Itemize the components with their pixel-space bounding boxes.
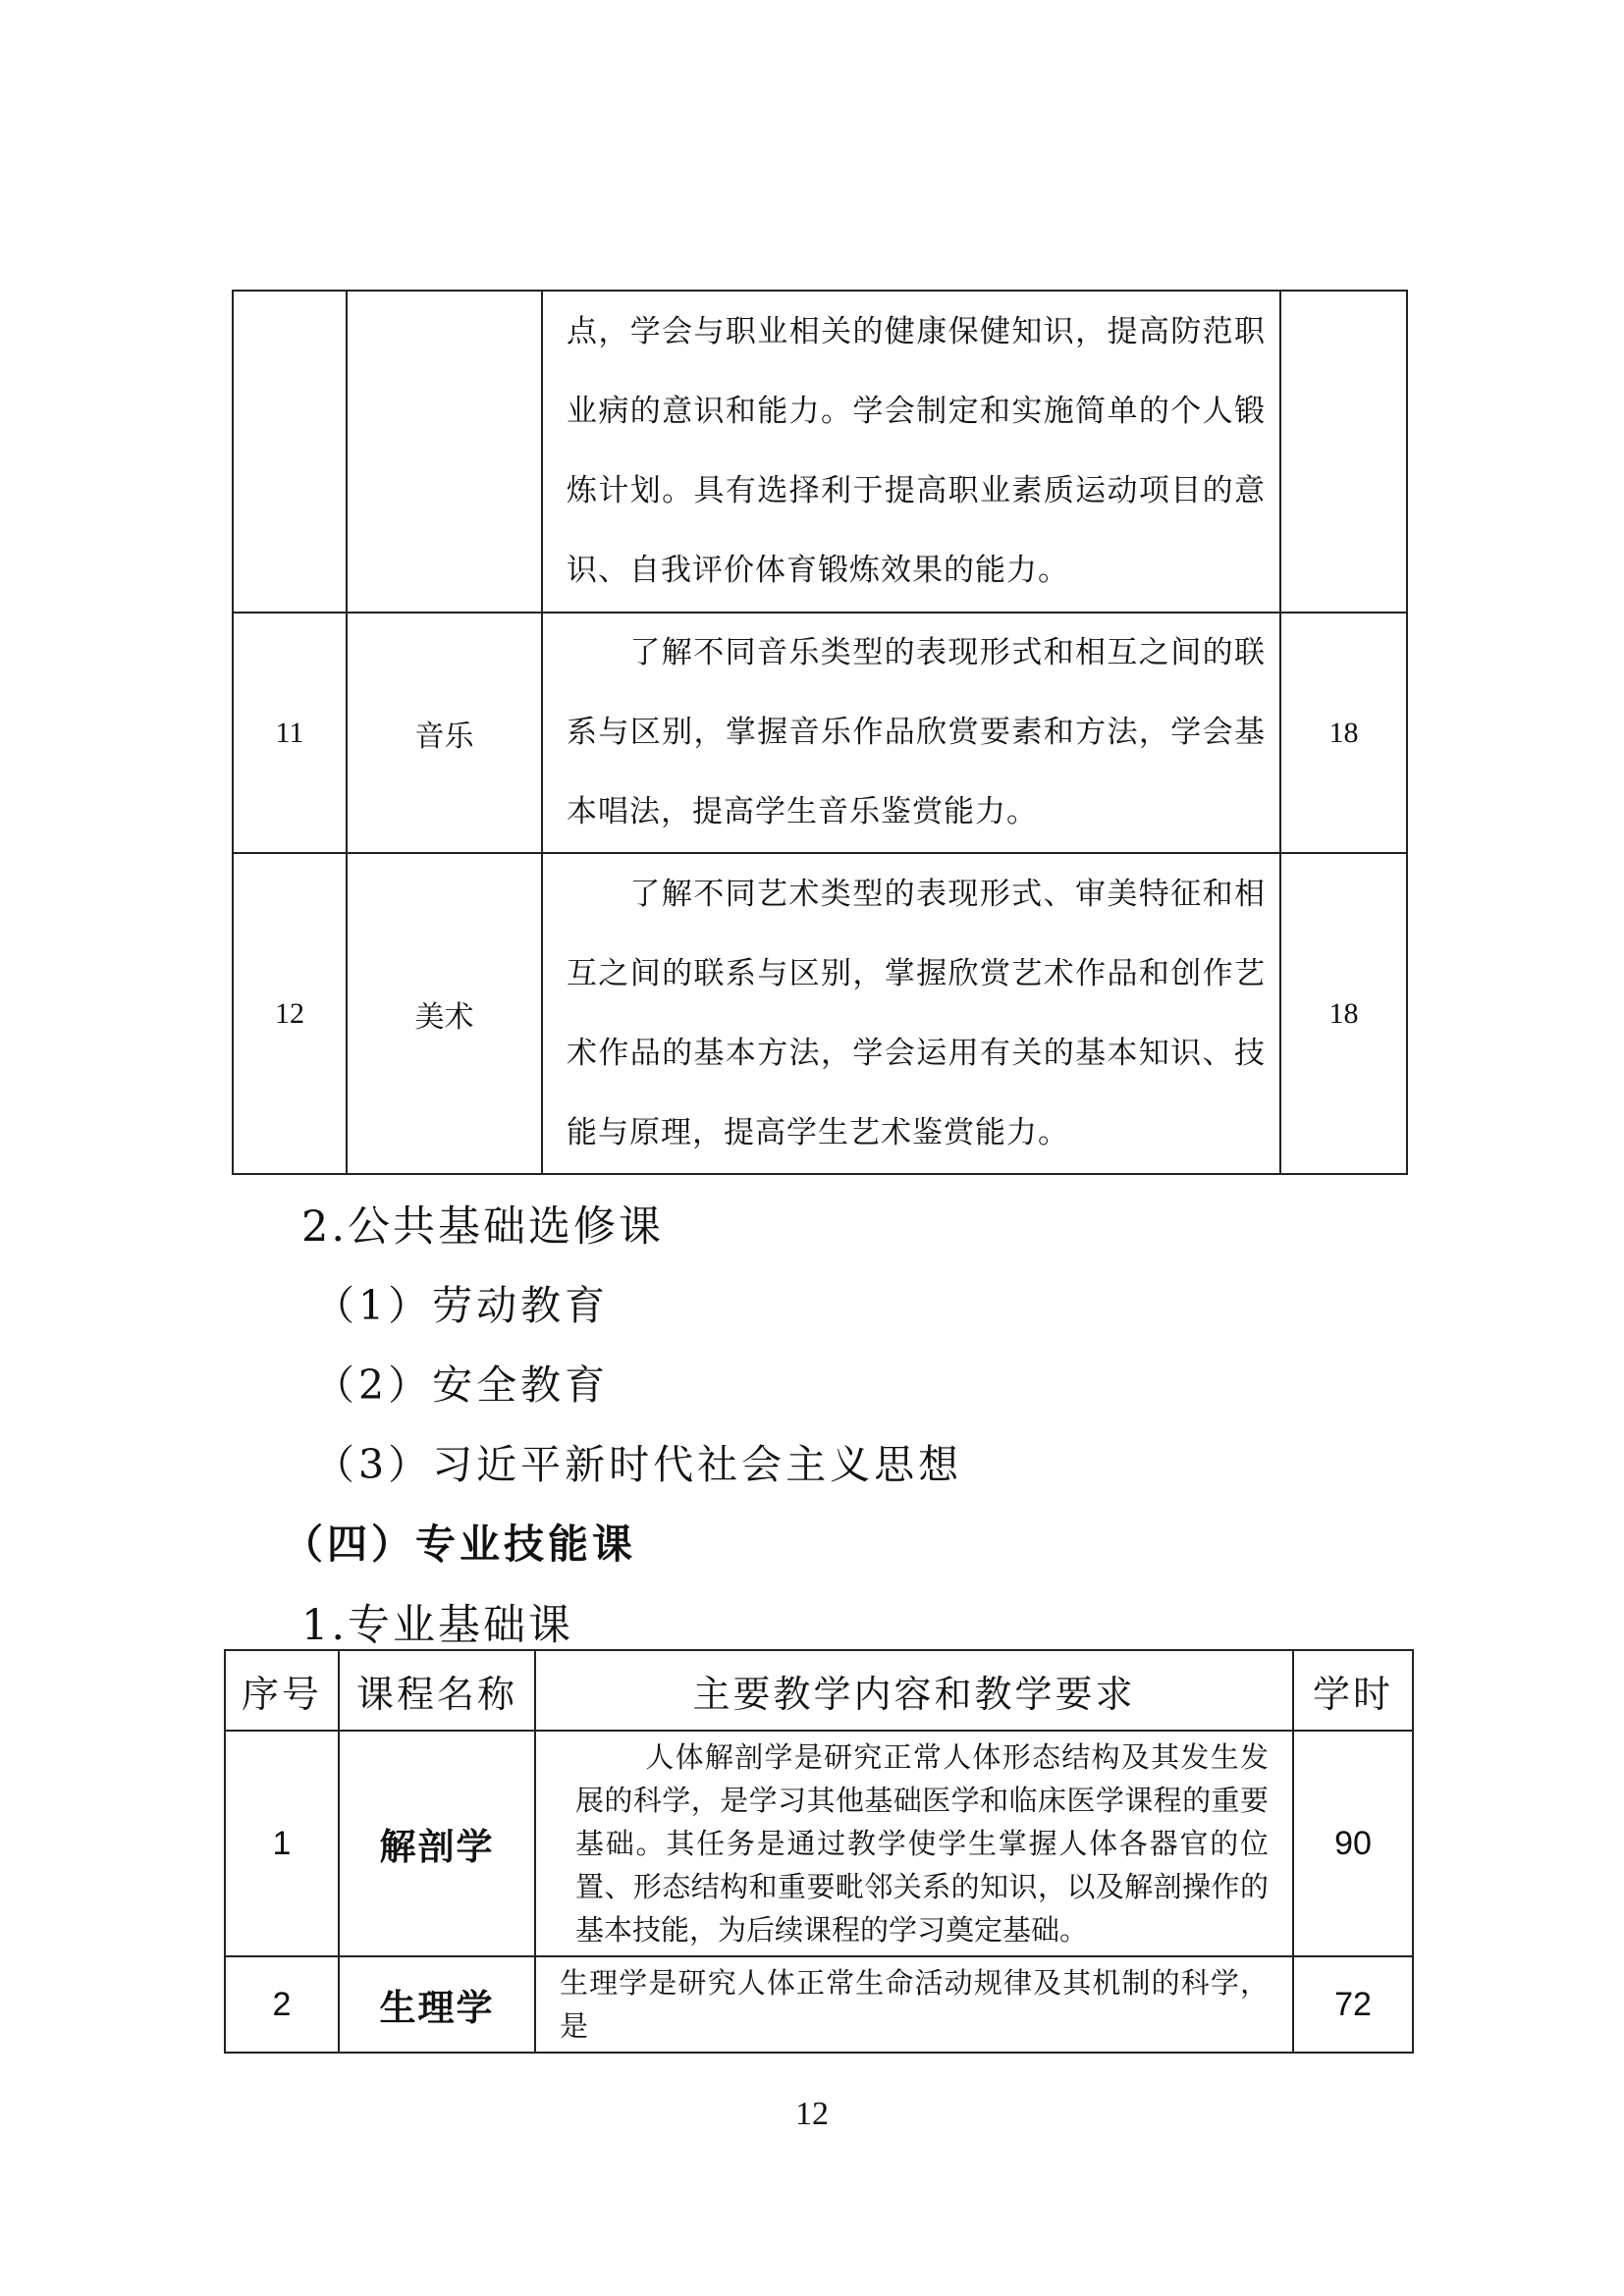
course-description-text: 了解不同音乐类型的表现形式和相互之间的联系与区别，掌握音乐作品欣赏要素和方法，学会基本唱法，提高学生音乐鉴赏能力。 (567, 635, 1266, 829)
course-description-text: 人体解剖学是研究正常人体形态结构及其发生发展的科学，是学习其他基础医学和临床医学课程的重要基础。其任务是通过教学使学生掌握人体各器官的位置、形态结构和重要毗邻关系的知识，以及解剖操作的基本技能，为后续课程的学习奠定基础。 (575, 1740, 1269, 1947)
course-hours: 90 (1293, 1731, 1413, 1956)
course-description (542, 853, 1280, 1174)
row-number: 1 (225, 1731, 339, 1956)
course-description-text: 了解不同艺术类型的表现形式、审美特征和相互之间的联系与区别，掌握欣赏艺术作品和创作艺术作品的基本方法，学会运用有关的基本知识、技能与原理，提高学生艺术鉴赏能力。 (567, 876, 1266, 1150)
row-number (233, 291, 347, 613)
column-header-number: 序号 (225, 1650, 339, 1731)
course-description (535, 1731, 1293, 1956)
course-description (542, 613, 1280, 853)
course-hours: 18 (1280, 853, 1407, 1174)
elective-item: （2）安全教育 (314, 1362, 610, 1409)
table-row (233, 291, 1407, 613)
course-name: 美术 (347, 853, 542, 1174)
course-name (347, 291, 542, 613)
elective-item: （3）习近平新时代社会主义思想 (314, 1441, 963, 1488)
course-hours: 18 (1280, 613, 1407, 853)
section-heading-professional: （四）专业技能课 (283, 1521, 636, 1568)
course-name: 解剖学 (339, 1731, 535, 1956)
course-description: 生理学是研究人体正常生命活动规律及其机制的科学，是 (535, 1956, 1293, 2053)
elective-item: （1）劳动教育 (314, 1282, 610, 1329)
column-header-course-name: 课程名称 (339, 1650, 535, 1731)
row-number: 2 (225, 1956, 339, 2053)
table-row (233, 853, 1407, 1174)
course-hours (1280, 291, 1407, 613)
course-name: 音乐 (347, 613, 542, 853)
row-number: 11 (233, 613, 347, 853)
section-heading-professional-base: 1.专业基础课 (301, 1601, 574, 1650)
table-header-row (225, 1650, 1413, 1731)
course-description: 点，学会与职业相关的健康保健知识，提高防范职业病的意识和能力。学会制定和实施简单的个人锻炼计划。具有选择利于提高职业素质运动项目的意识、自我评价体育锻炼效果的能力。 (542, 291, 1280, 613)
public-base-course-table (232, 290, 1408, 1175)
page-number: 12 (795, 2096, 829, 2132)
course-name: 生理学 (339, 1956, 535, 2053)
table-row (225, 1731, 1413, 1956)
professional-base-course-table (224, 1649, 1414, 2054)
column-header-content: 主要教学内容和教学要求 (535, 1650, 1293, 1731)
column-header-hours: 学时 (1293, 1650, 1413, 1731)
row-number: 12 (233, 853, 347, 1174)
table-row (225, 1956, 1413, 2053)
course-hours: 72 (1293, 1956, 1413, 2053)
section-heading-public-elective: 2.公共基础选修课 (301, 1202, 665, 1252)
table-row (233, 613, 1407, 853)
